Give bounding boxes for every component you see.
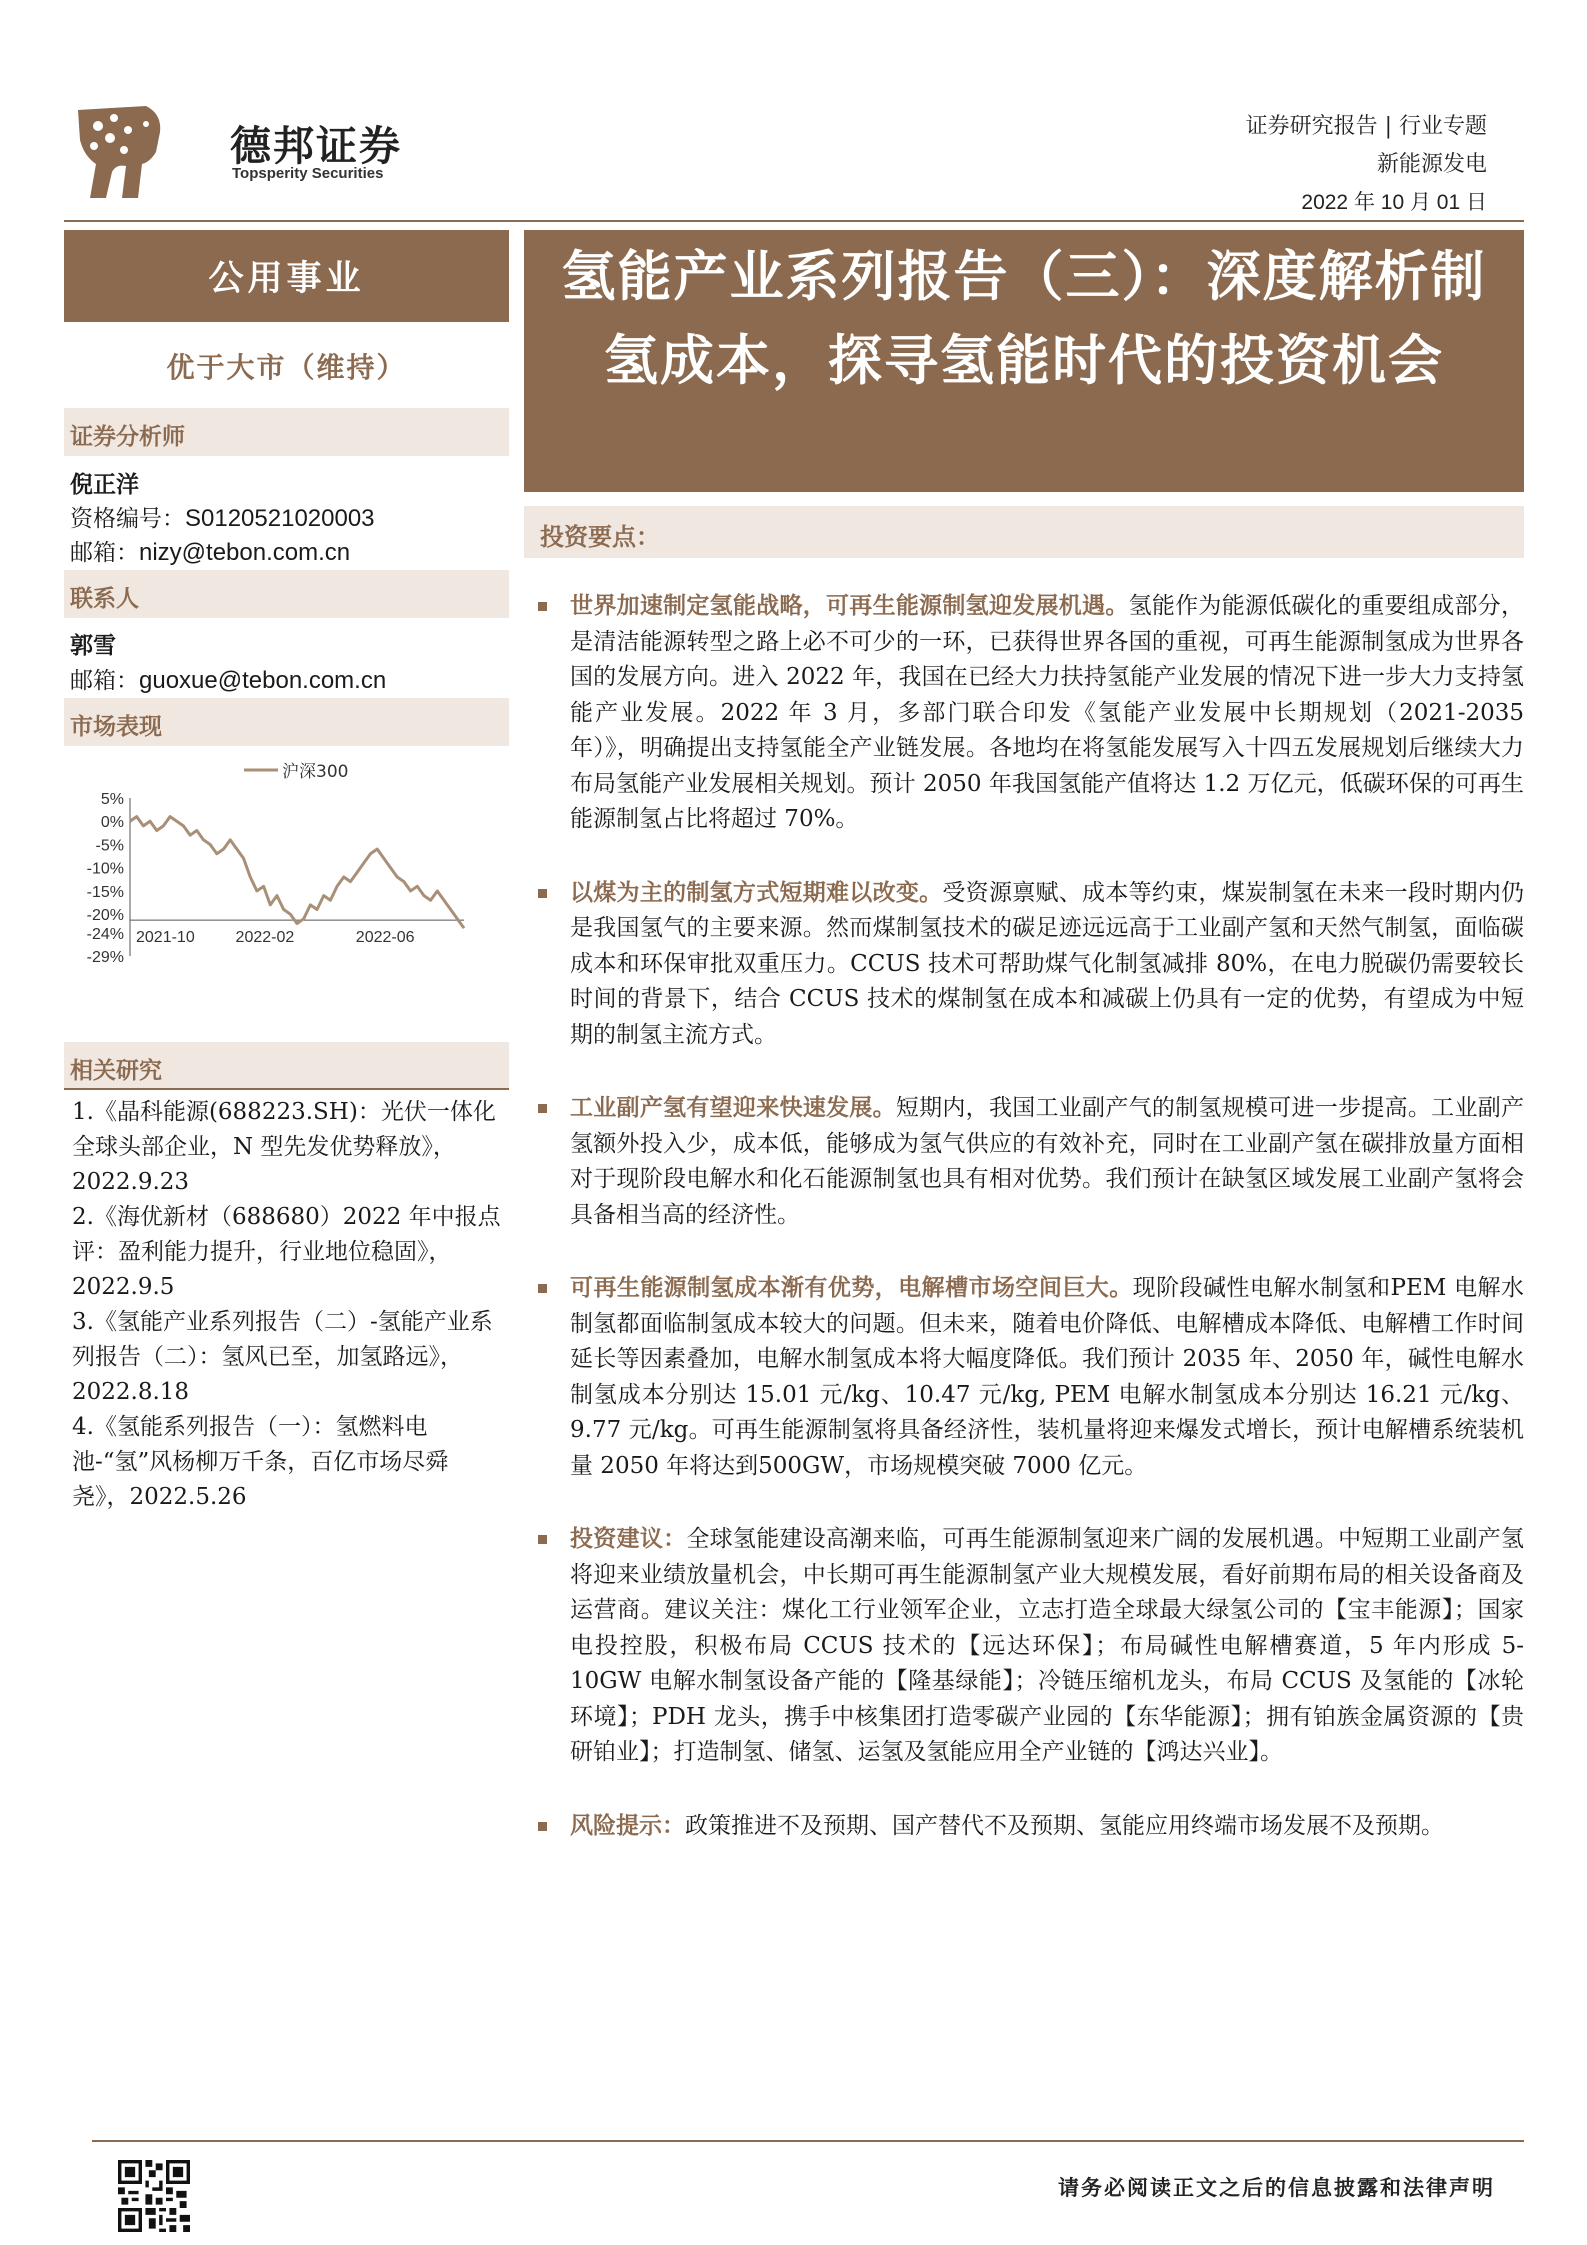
- y-tick-label: -10%: [86, 860, 124, 878]
- header-divider: [64, 220, 1524, 222]
- analyst-email-link[interactable]: nizy@tebon.com.cn: [139, 539, 351, 566]
- y-tick-label: -29%: [86, 949, 124, 966]
- industry-line: 新能源发电: [1376, 152, 1487, 177]
- key-point-lead: 可再生能源制氢成本渐有优势，电解槽市场空间巨大。: [570, 1274, 1133, 1301]
- y-tick-label: -15%: [86, 883, 124, 901]
- key-point: [534, 875, 1524, 1054]
- chart-legend: [244, 762, 348, 782]
- key-point-lead: 工业副产氢有望迎来快速发展。: [570, 1094, 896, 1121]
- analyst-cert-label: 资格编号：: [70, 506, 185, 532]
- key-point-body: 政策推进不及预期、国产替代不及预期、氢能应用终端市场发展不及预期。: [685, 1812, 1444, 1839]
- contact-email: [70, 662, 386, 695]
- x-tick-label: 2021-10: [136, 929, 195, 947]
- contact-email-link[interactable]: guoxue@tebon.com.cn: [139, 667, 387, 694]
- qr-code-icon: [118, 2160, 190, 2232]
- sector-label: 公用事业: [64, 230, 509, 322]
- analyst-email-label: 邮箱：: [70, 540, 139, 566]
- key-point-lead: 以煤为主的制氢方式短期难以改变。: [570, 878, 943, 906]
- bullet-square-icon: [538, 1535, 547, 1544]
- related-item[interactable]: 1.《晶科能源(688223.SH)：光伏一体化全球头部企业，N 型先发优势释放》，2022.9.23: [72, 1099, 496, 1195]
- bullet-square-icon: [538, 1104, 547, 1113]
- y-tick-label: 0%: [100, 814, 124, 832]
- analyst-cert-value: S0120521020003: [185, 505, 375, 532]
- key-point: [534, 1521, 1524, 1771]
- x-tick-label: 2022-06: [355, 929, 415, 947]
- key-point-body: 受资源禀赋、成本等约束，煤炭制氢在未来一段时期内仍是我国氢气的主要来源。然而煤制氢技术的碳足迹远远高于工业副产氢和天然气制氢，面临碳成本和环保审批双重压力。CCUS 技术可帮助煤气化制氢减排 80%，在电力脱碳仍需要较长时间的背景下，结合 CCUS 技术的煤制氢在成本和减碳上仍具有一定的优势，有望成为中短期的制氢主流方式。: [570, 879, 1525, 1048]
- report-date: 2022 年 10 月 01 日: [1301, 191, 1487, 214]
- key-point: [534, 1090, 1524, 1233]
- y-tick-label: -20%: [86, 907, 124, 925]
- key-point-lead: 风险提示：: [570, 1811, 685, 1839]
- key-point: [534, 1808, 1524, 1845]
- key-point-body: 全球氢能建设高潮来临，可再生能源制氢迎来广阔的发展机遇。中短期工业副产氢将迎来业绩放量机会，中长期可再生能源制氢产业大规模发展，看好前期布局的相关设备商及运营商。建议关注：煤化工行业领军企业，立志打造全球最大绿氢公司的【宝丰能源】；国家电投控股，积极布局 CCUS 技术的【远达环保】；布局碱性电解槽赛道，5 年内形成 5-10GW 电解水制氢设备产能的【隆基绿能】；冷链压缩机龙头，布局 CCUS 及氢能的【冰轮环境】；PDH 龙头，携手中核集团打造零碳产业园的【东华能源】；拥有铂族金属资源的【贵研铂业】；打造制氢、储氢、运氢及氢能应用全产业链的【鸿达兴业】。: [570, 1526, 1524, 1765]
- analyst-name: 倪正洋: [70, 471, 139, 498]
- key-point-lead: 投资建议：: [570, 1525, 687, 1552]
- leopard-logo-icon: [76, 104, 164, 200]
- key-point-lead: 世界加速制定氢能战略，可再生能源制氢迎发展机遇。: [570, 592, 1129, 619]
- brand-name-en: Topsperity Securities: [232, 165, 384, 182]
- bullet-square-icon: [538, 1822, 547, 1831]
- key-point: [534, 588, 1524, 838]
- analyst-section-header: 证券分析师: [64, 408, 509, 456]
- related-research-list: [72, 1095, 502, 1515]
- key-points-list: [534, 588, 1524, 1881]
- y-tick-label: -5%: [95, 837, 124, 855]
- market-section-header: 市场表现: [64, 698, 509, 746]
- related-item[interactable]: 2.《海优新材（688680）2022 年中报点评：盈利能力提升，行业地位稳固》，2022.9.5: [72, 1204, 501, 1300]
- report-type: 证券研究报告 | 行业专题: [1245, 114, 1487, 139]
- related-item[interactable]: 4.《氢能系列报告（一）：氢燃料电池-“氢”风杨柳万千条，百亿市场尽舜尧》，2022.5.26: [72, 1414, 449, 1510]
- key-point-body: 氢能作为能源低碳化的重要组成部分，是清洁能源转型之路上必不可少的一环，已获得世界各国的重视，可再生能源制氢成为世界各国的发展方向。进入 2022 年，我国在已经大力扶持氢能产业发展的情况下进一步大力支持氢能产业发展。2022 年 3 月，多部门联合印发《氢能产业发展中长期规划（2021-2035 年）》，明确提出支持氢能全产业链发展。各地均在将氢能发展写入十四五发展规划后继续大力布局氢能产业发展相关规划。预计 2050 年我国氢能产值将达 1.2 万亿元，低碳环保的可再生能源制氢占比将超过 70%。: [570, 593, 1525, 832]
- rating-label: 优于大市（维持）: [166, 351, 407, 384]
- brand-name: 德邦证券: [230, 122, 402, 170]
- footer-divider: [92, 2140, 1524, 2142]
- bullet-square-icon: [538, 602, 547, 611]
- related-section-header: 相关研究: [64, 1042, 509, 1090]
- series-line-hs300: [130, 817, 464, 929]
- analyst-email: [70, 534, 350, 567]
- y-tick-label: 5%: [100, 791, 124, 808]
- key-point-body: 现阶段碱性电解水制氢和PEM 电解水制氢都面临制氢成本较大的问题。但未来，随着电价降低、电解槽成本降低、电解槽工作时间延长等因素叠加，电解水制氢成本将大幅度降低。我们预计 2035 年、2050 年，碱性电解水制氢成本分别达 15.01 元/kg、10.47 元/kg, PEM 电解水制氢成本分别达 16.21 元/kg、9.77 元/kg。可再生能源制氢将具备经济性，装机量将迎来爆发式增长，预计电解槽系统装机量 2050 年将达到500GW，市场规模突破 7000 亿元。: [570, 1275, 1524, 1479]
- y-tick-label: -24%: [86, 925, 124, 943]
- key-point-body: 短期内，我国工业副产气的制氢规模可进一步提高。工业副产氢额外投入少，成本低，能够成为氢气供应的有效补充，同时在工业副产氢在碳排放量方面相对于现阶段电解水和化石能源制氢也具有相对优势。我们预计在缺氢区域发展工业副产氢将会具备相当高的经济性。: [570, 1095, 1525, 1228]
- contact-name: 郭雪: [70, 632, 116, 659]
- bullet-square-icon: [538, 1284, 547, 1293]
- x-tick-label: 2022-02: [235, 929, 295, 947]
- report-meta: [1246, 108, 1487, 222]
- related-item[interactable]: 3.《氢能产业系列报告（二）-氢能产业系列报告（二）：氢风已至，加氢路远》，2022.8.18: [72, 1309, 493, 1405]
- key-points-header: 投资要点：: [524, 506, 1524, 558]
- bullet-square-icon: [538, 889, 547, 898]
- market-performance-chart: [64, 748, 509, 968]
- legend-label: 沪深300: [282, 762, 349, 782]
- disclaimer-note: 请务必阅读正文之后的信息披露和法律声明: [1058, 2175, 1495, 2200]
- key-point: [534, 1270, 1524, 1484]
- contact-email-label: 邮箱：: [70, 668, 139, 694]
- contact-section-header: 联系人: [64, 570, 509, 618]
- report-title: 氢能产业系列报告（三）：深度解析制氢成本，探寻氢能时代的投资机会: [524, 230, 1524, 492]
- analyst-cert: [70, 500, 375, 533]
